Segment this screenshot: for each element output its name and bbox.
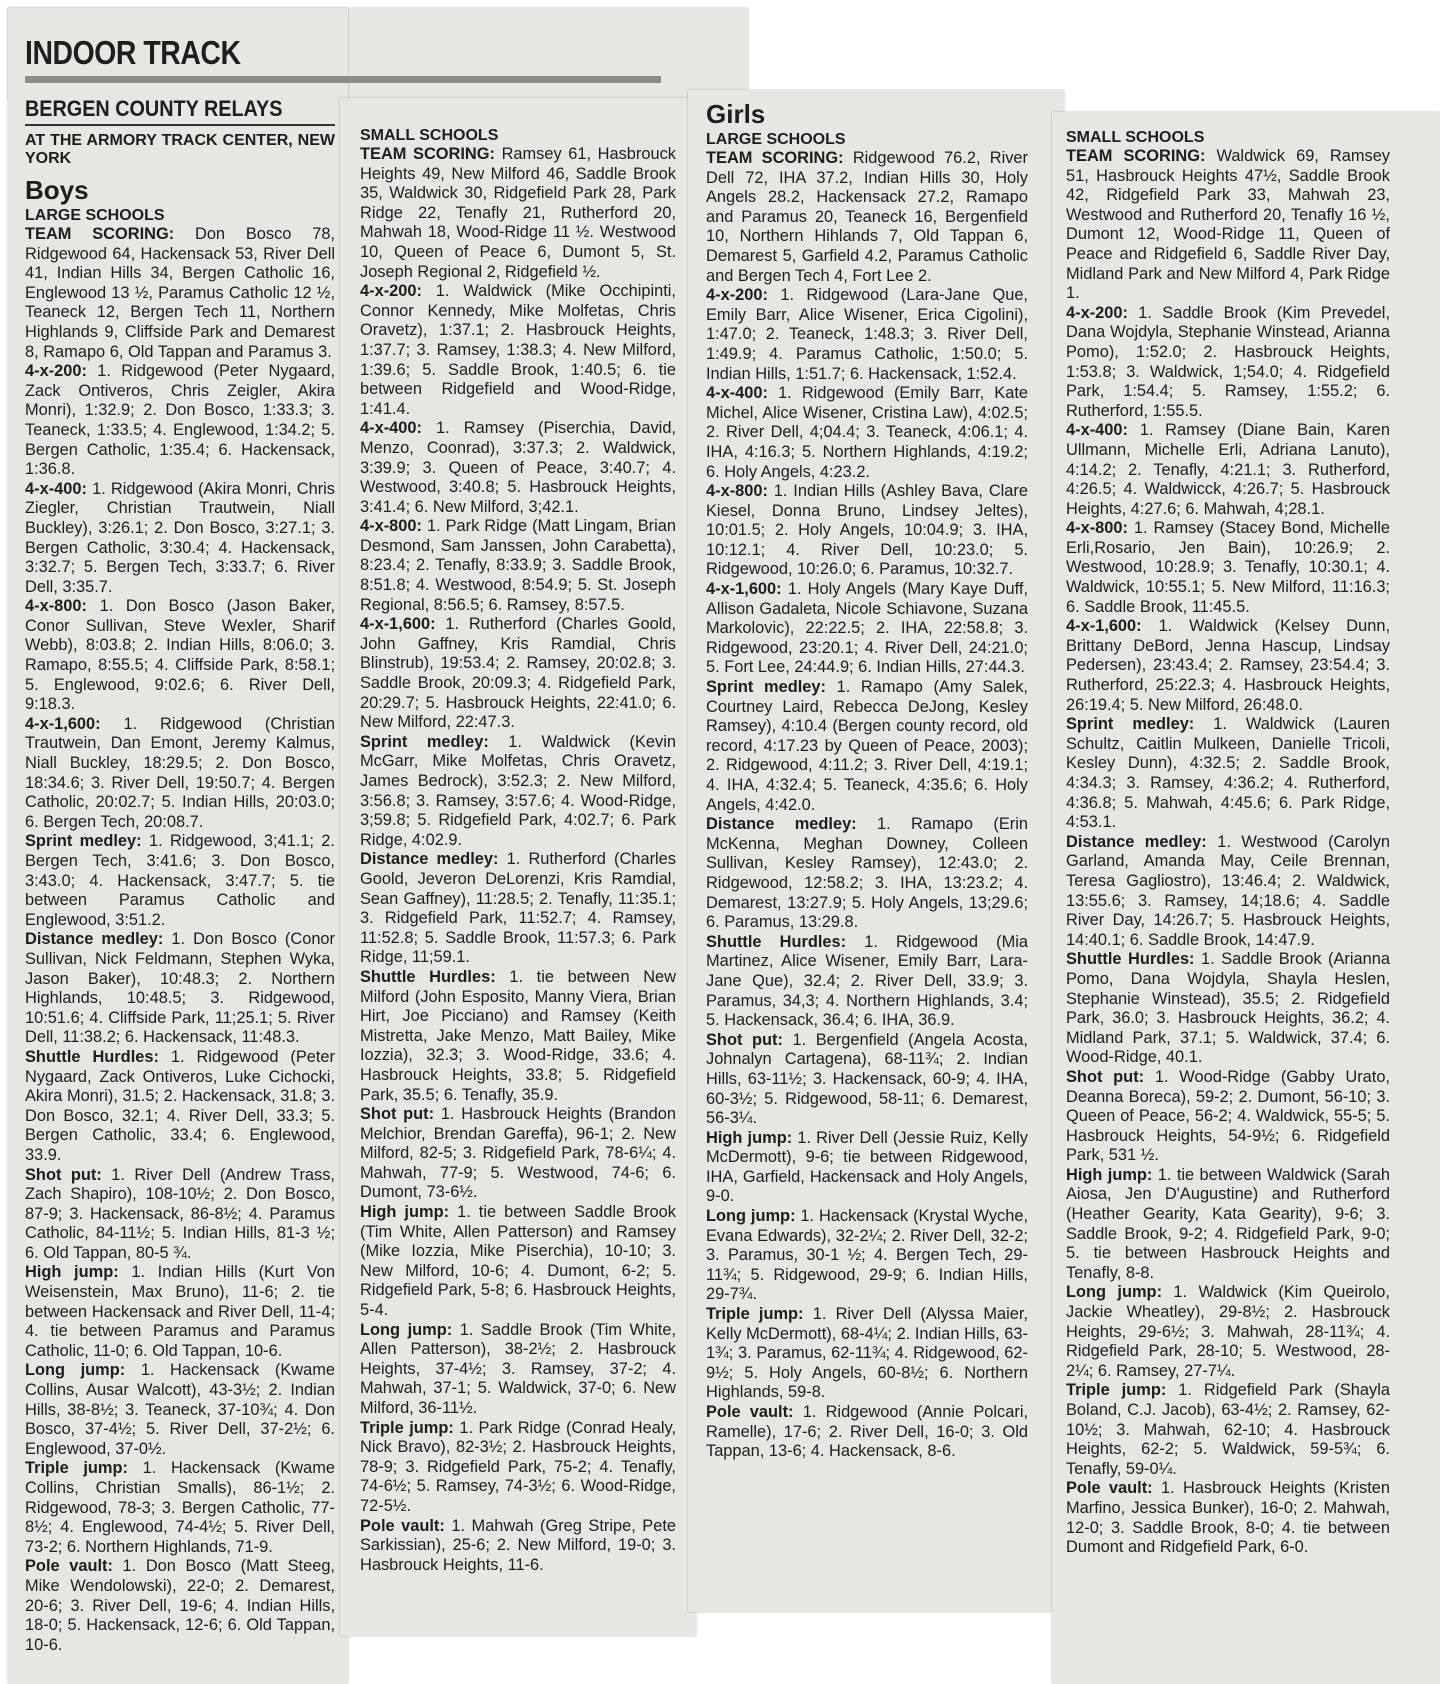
event-result <box>360 1517 676 1576</box>
event-text: 1. River Dell (Jessie Ruiz, Kelly McDermott), 9-6; tie between Ridgewood, IHA, Garfield, Hackensack and Holy Angels, 9-0. <box>706 1128 1028 1206</box>
event-label: 4-x-800: <box>706 482 768 501</box>
event-text: 1. Ridgewood (Mia Martinez, Alice Wisener, Emily Barr, Lara-Jane Que), 32.4; 2. River Dell, 33.9; 3. Paramus, 34,3; 4. Northern Highlands, 3.4; 5. Hackensack, 36.4; 6. IHA, 36.9. <box>706 932 1028 1030</box>
boys-heading: Boys <box>25 175 89 205</box>
event-label: High jump: <box>360 1203 450 1222</box>
event-result <box>1066 1166 1390 1284</box>
event-label: Shuttle Hurdles: <box>25 1047 159 1066</box>
event-result <box>360 517 676 615</box>
event-text: 1. Park Ridge (Matt Lingam, Brian Desmond, Sam Janssen, John Carabetta), 8:23.4; 2. Tenafly, 8:33.9; 3. Saddle Brook, 8:51.8; 4. Westwood, 8:54.9; 5. St. Joseph Regional, 8:56.5; 6. Ramsey, 8:57.5. <box>360 517 676 614</box>
meet-venue: AT THE ARMORY TRACK CENTER, NEW YORK <box>25 132 335 167</box>
event-result <box>25 1166 335 1264</box>
event-text: 1. Ridgewood (Peter Nygaard, Zack Ontiveros, Chris Zeigler, Akira Monri), 1:32.9; 2. Don Bosco, 1:33.3; 3. Teaneck, 1:33.5; 4. Englewood, 1:34.2; 5. Bergen Catholic, 1:35.4; 6. Hackensack, 1:36.8. <box>25 362 335 479</box>
event-result <box>1066 519 1390 617</box>
event-text: 1. Ridgewood (Akira Monri, Chris Ziegler, Christian Trautwein, Niall Buckley), 3:26.1; 2. Don Bosco, 3:27.1; 3. Bergen Catholic, 3:30.4; 4. Hackensack, 3:32.7; 5. Bergen Tech, 3:33.7; 6. River Dell, 3:35.7. <box>25 479 335 596</box>
event-label: Shot put: <box>1066 1067 1145 1086</box>
event-label: Long jump: <box>25 1361 126 1380</box>
event-text: 1. Wood-Ridge (Gabby Urato, Deanna Boreca), 59-2; 2. Dumont, 56-10; 3. Queen of Peace, 56-2; 4. Waldwick, 55-5; 5. Hasbrouck Heights, 54-9½; 6. Ridgefield Park, 531 ½. <box>1066 1067 1390 1165</box>
event-label: 4-x-800: <box>360 517 422 536</box>
event-label: Shuttle Hurdles: <box>360 967 496 986</box>
event-text: 1. Ridgewood (Christian Trautwein, Dan Emont, Jeremy Kalmus, Niall Buckley, 18:29.5; 2. Don Bosco, 18:34.6; 3. River Dell, 19:50.7; 4. Bergen Catholic, 20:02.7; 5. Indian Hills, 20:03.0; 6. Bergen Tech, 20:08.7. <box>25 714 335 831</box>
event-text: 1. Saddle Brook (Kim Prevedel, Dana Wojdyla, Stephanie Winstead, Arianna Pomo), 1:52.0; 2. Hasbrouck Heights, 1:53.8; 3. Waldwick, 1;54.0; 4. Ridgefield Park, 1:54.4; 5. Ramsey, 1:55.2; 6. Rutherford, 1:55.5. <box>1066 303 1390 420</box>
event-result <box>1066 833 1390 951</box>
event-text: 1. tie between Waldwick (Sarah Aiosa, Jen D'Augustine) and Rutherford (Heather Gearity, Kata Gearity), 9-6; 3. Saddle Brook, 9-2; 4. Ridgefield Park, 9-0; 5. tie between Hasbrouck Heights and Tenafly, 8-8. <box>1066 1165 1390 1282</box>
event-result <box>1066 715 1390 833</box>
event-text: 1. Bergenfield (Angela Acosta, Johnalyn Cartagena), 68-11¾; 2. Indian Hills, 63-11½; 3. Hackensack, 60-9; 4. IHA, 60-3½; 5. Ridgewood, 58-11; 6. Demarest, 56-3¼. <box>706 1030 1028 1128</box>
event-text: 1. Ridgewood (Lara-Jane Que, Emily Barr, Alice Wisener, Erica Cigolini), 1:47.0; 2. Teaneck, 1:48.3; 3. River Dell, 1:49.9; 4. Paramus Catholic, 1:50.0; 5. Indian Hills, 1:51.7; 6. Hackensack, 1:52.4. <box>706 286 1028 383</box>
event-result <box>1066 1479 1390 1557</box>
event-label: High jump: <box>706 1128 793 1147</box>
event-result <box>706 933 1028 1031</box>
event-text: 1. Ramapo (Erin McKenna, Meghan Downey, Colleen Sullivan, Kesley Ramsey), 12:43.0; 2. Ridgewood, 12:58.2; 3. IHA, 13:23.2; 4. Demarest, 13:27.9; 5. Holy Angels, 13;29.6; 6. Paramus, 13:29.8. <box>706 815 1028 932</box>
event-text: 1. Mahwah (Greg Stripe, Pete Sarkissian), 25-6; 2. New Milford, 19-0; 3. Hasbrouck Heights, 11-6. <box>360 1516 676 1574</box>
event-label: Shuttle Hurdles: <box>706 932 847 951</box>
event-result <box>25 715 335 833</box>
event-label: Pole vault: <box>1066 1479 1153 1498</box>
event-result <box>1066 617 1390 715</box>
event-result <box>360 968 676 1105</box>
event-label: Triple jump: <box>25 1459 128 1478</box>
event-label: Sprint medley: <box>360 732 489 751</box>
event-list <box>360 282 676 1575</box>
event-result <box>360 615 676 733</box>
event-label: High jump: <box>1066 1165 1153 1184</box>
event-label: Distance medley: <box>1066 832 1207 851</box>
event-label: Pole vault: <box>25 1557 113 1576</box>
event-result <box>1066 950 1390 1068</box>
section-rule <box>25 76 661 83</box>
section-title: INDOOR TRACK <box>25 34 241 71</box>
event-text: 1. Holy Angels (Mary Kaye Duff, Allison Gadaleta, Nicole Schiavone, Suzana Markolovic), 22:22.5; 2. IHA, 22:58.8; 3. Ridgewood, 23:20.1; 4. River Dell, 24:21.0; 5. Fort Lee, 24:44.9; 6. Indian Hills, 27:44.3. <box>706 580 1029 677</box>
event-result <box>706 1207 1028 1305</box>
event-label: Triple jump: <box>706 1305 804 1324</box>
event-text: 1. Saddle Brook (Tim White, Allen Patterson), 38-2½; 2. Hasbrouck Heights, 37-4½; 3. Ramsey, 37-2; 4. Mahwah, 37-1; 5. Waldwick, 37-0; 6. New Milford, 36-11½. <box>360 1320 676 1417</box>
event-result <box>1066 1068 1390 1166</box>
event-list <box>1066 304 1390 1558</box>
event-text: 1. Waldwick (Mike Occhipinti, Connor Kennedy, Mike Molfetas, Chris Oravetz), 1:37.1; 2. Hasbrouck Heights, 1:37.7; 3. Ramsey, 1:38.3; 4. New Milford, 1:39.6; 5. Saddle Brook, 1:40.5; 6. tie between Ridgefield and Wood-Ridge, 1:41.4. <box>360 282 676 418</box>
event-text: 1. Ridgefield Park (Shayla Boland, C.J. Jacob), 63-4½; 2. Ramsey, 62-10½; 3. Mahwah, 62-10; 4. Hasbrouck Heights, 62-2; 5. Waldwick, 59-5¾; 6. Tenafly, 59-0¼. <box>1066 1381 1390 1478</box>
event-label: Pole vault: <box>706 1403 794 1421</box>
event-label: Long jump: <box>706 1207 796 1226</box>
event-result <box>1066 1381 1390 1479</box>
event-text: 1. Hackensack (Kwame Collins, Ausar Walcott), 43-3½; 2. Indian Hills, 38-8½; 3. Teaneck, 37-10¾; 4. Don Bosco, 37-4½; 5. River Dell, 37-2½; 6. Englewood, 37-0½. <box>25 1361 336 1458</box>
meet-rule <box>25 124 335 126</box>
event-label: 4-x-200: <box>1066 303 1128 322</box>
event-result <box>706 384 1028 482</box>
event-text: 1. Rutherford (Charles Goold, Jeveron DeLorenzi, Kris Ramdial, Sean Gaffney), 11:28.5; 2. Tenafly, 11:35.1; 3. Ridgefield Park, 11:52.7; 4. Ramsey, 11:52.8; 5. Saddle Brook, 11:57.3; 6. Park Ridge, 11;59.1. <box>360 850 676 967</box>
event-label: Distance medley: <box>706 815 857 834</box>
event-result <box>1066 304 1390 422</box>
event-label: Shot put: <box>25 1165 102 1184</box>
event-text: 1. Waldwick (Lauren Schultz, Caitlin Mulkeen, Danielle Tricoli, Kesley Dunn), 4:32.5; 2. Saddle Brook, 4:34.3; 3. Ramsey, 4:36.2; 4. Rutherford, 4:36.8; 5. Mahwah, 4:45.6; 6. Park Ridge, 4:53.1. <box>1066 715 1390 832</box>
event-label: 4-x-400: <box>360 419 422 438</box>
event-text: 1. Indian Hills (Ashley Bava, Clare Kiesel, Donna Bruno, Lindsey Jeltes), 10:01.5; 2. Holy Angels, 10:04.9; 3. IHA, 10:12.1; 4. River Dell, 10:23.0; 5. Ridgewood, 10:26.0; 6. Paramus, 10:32.7. <box>706 482 1028 579</box>
event-label: 4-x-200: <box>706 286 768 305</box>
event-text: 1. Hackensack (Krystal Wyche, Evana Edwards), 32-2¼; 2. River Dell, 32-2; 3. Paramus, 30-1 ½; 4. Bergen Tech, 29-11¾; 5. Ridgewood, 29-9; 6. Indian Hills, 29-7¾. <box>706 1207 1028 1304</box>
event-result <box>706 1305 1028 1403</box>
meet-title: BERGEN COUNTY RELAYS <box>25 96 283 121</box>
event-text: 1. River Dell (Andrew Trass, Zach Shapiro), 108-10½; 2. Don Bosco, 87-9; 3. Hackensack, 86-8½; 4. Paramus Catholic, 84-11½; 5. Indian Hills, 81-3 ½; 6. Old Tappan, 80-5 ¾. <box>25 1165 335 1262</box>
event-result <box>25 480 335 598</box>
event-label: Sprint medley: <box>706 678 826 697</box>
event-result <box>706 580 1028 678</box>
event-result <box>25 832 335 930</box>
event-label: Distance medley: <box>360 850 499 869</box>
team-scoring: TEAM SCORING: Don Bosco 78, Ridgewood 64, Hackensack 53, River Dell 41, Indian Hills 34, Bergen Catholic 16, Englewood 13 ½, Paramus Catholic 12 ½, Teaneck 12, Bergen Tech 11, Northern Highlands 9, Cliffside Park and Demarest 8, Ramapo 6, Old Tappan and Paramus 3. <box>25 225 335 361</box>
event-result <box>1066 421 1390 519</box>
event-text: 1. Waldwick (Kim Queirolo, Jackie Wheatley), 29-8½; 2. Hasbrouck Heights, 29-6½; 3. Mahwah, 28-11¾; 4. Ridgefield Park, 28-10; 5. Westwood, 28-2¼; 6. Ramsey, 27-7¼. <box>1066 1283 1390 1380</box>
event-label: 4-x-1,600: <box>706 580 782 599</box>
event-result <box>25 1048 335 1166</box>
event-label: 4-x-400: <box>1066 421 1128 440</box>
event-label: Pole vault: <box>360 1516 445 1535</box>
girls-large-column <box>706 98 1028 1462</box>
division-label: SMALL SCHOOLS <box>360 127 499 144</box>
event-text: 1. Hackensack (Kwame Collins, Christian Smalls), 86-1½; 2. Ridgewood, 78-3; 3. Bergen Catholic, 77-8½; 4. Englewood, 74-4½; 5. River Dell, 73-2; 6. Northern Highlands, 71-9. <box>25 1459 335 1556</box>
event-label: 4-x-1,600: <box>1066 617 1142 636</box>
event-text: 1. Indian Hills (Kurt Von Weisenstein, Max Bruno), 11-6; 2. tie between Hackensack and River Dell, 11-4; 4. tie between Paramus and Paramus Catholic, 11-0; 6. Old Tappan, 10-6. <box>25 1263 335 1360</box>
event-text: 1. Waldwick (Kelsey Dunn, Brittany DeBord, Jenna Hascup, Lindsay Pedersen), 23:43.4; 2. Ramsey, 23:54.4; 3. Rutherford, 25:22.3; 4. Hasbrouck Heights, 26:19.4; 5. New Milford, 26:48.0. <box>1066 617 1391 714</box>
event-result <box>360 1419 676 1517</box>
event-label: 4-x-400: <box>706 384 768 403</box>
division-label: SMALL SCHOOLS <box>1066 129 1205 146</box>
event-text: 1. Ridgewood (Emily Barr, Kate Michel, Alice Wisener, Cristina Law), 4:02.5; 2. River Dell, 4;04.4; 3. Teaneck, 4:06.1; 4. IHA, 4:16.3; 5. Northern Highlands, 4:19.2; 6. Holy Angels, 4:23.2. <box>706 384 1028 481</box>
event-text: 1. tie between New Milford (John Esposito, Manny Viera, Brian Hirt, Joe Picciano) and Ramsey (Keith Mistretta, Jake Menzo, Matt Bailey, Mike Iozzia), 32.3; 3. Wood-Ridge, 33.6; 4. Hasbrouck Heights, 33.8; 5. Ridgefield Park, 35.5; 6. Tenafly, 35.9. <box>360 967 676 1104</box>
event-label: Distance medley: <box>25 930 164 949</box>
team-scoring: TEAM SCORING: Ramsey 61, Hasbrouck Heights 49, New Milford 46, Saddle Brook 35, Waldwick 30, Ridgefield Park 28, Park Ridge 22, Tenafly 21, Rutherford 20, Mahwah 18, Wood-Ridge 11 ½. Westwood 10, Queen of Peace 6, Dumont 5, St. Joseph Regional 2, Ridgefield ½. <box>360 145 676 281</box>
event-label: Long jump: <box>1066 1283 1163 1302</box>
event-result <box>706 482 1028 580</box>
event-result <box>706 1031 1028 1129</box>
event-list <box>25 362 335 1655</box>
event-text: 1. Don Bosco (Jason Baker, Conor Sullivan, Steve Wexler, Sharif Webb), 8:03.8; 2. Indian Hills, 8:06.0; 3. Ramapo, 8:55.5; 4. Cliffside Park, 8:58.1; 5. Englewood, 9:02.6; 6. River Dell, 9:18.3. <box>25 597 335 714</box>
event-result <box>25 1361 335 1459</box>
event-text: 1. River Dell (Alyssa Maier, Kelly McDermott), 68-4¼; 2. Indian Hills, 63-1¾; 3. Paramus, 62-11¾; 4. Ridgewood, 62-9½; 5. Holy Angels, 60-8½; 6. Northern Highlands, 59-8. <box>706 1305 1028 1402</box>
event-result <box>25 1263 335 1361</box>
event-text: 1. tie between Saddle Brook (Tim White, Allen Patterson) and Ramsey (Mike Iozzia, Mike Piserchia), 10-10; 3. New Milford, 10-6; 4. Dumont, 6-2; 5. Ridgefield Park, 5-8; 6. Hasbrouck Heights, 5-4. <box>360 1203 676 1320</box>
event-label: Sprint medley: <box>1066 715 1195 734</box>
event-result <box>1066 1283 1390 1381</box>
event-text: 1. Hasbrouck Heights (Kristen Marfino, Jessica Bunker), 16-0; 2. Mahwah, 12-0; 3. Saddle Brook, 8-0; 4. tie between Dumont and Ridgefield Park, 6-0. <box>1066 1479 1390 1557</box>
event-label: 4-x-1,600: <box>360 615 436 634</box>
boys-large-column <box>25 96 335 1655</box>
event-result <box>360 419 676 517</box>
event-label: 4-x-800: <box>25 597 87 616</box>
event-result <box>360 1203 676 1321</box>
event-result <box>706 815 1028 933</box>
event-text: 1. Park Ridge (Conrad Healy, Nick Bravo), 82-3½; 2. Hasbrouck Heights, 78-9; 3. Ridgefield Park, 75-2; 4. Tenafly, 74-6½; 5. Ramsey, 74-3½; 6. Wood-Ridge, 72-5½. <box>360 1418 676 1515</box>
event-label: Shot put: <box>360 1105 435 1124</box>
event-text: 1. Don Bosco (Conor Sullivan, Nick Feldmann, Stephen Wyka, Jason Baker), 10:48.3; 2. Northern Highlands, 10:48.5; 3. Ridgewood, 10:51.6; 4. Cliffside Park, 11;25.1; 5. River Dell, 11:38.2; 6. Hackensack, 11:48.3. <box>25 930 336 1047</box>
girls-heading: Girls <box>706 99 766 129</box>
event-label: 4-x-800: <box>1066 519 1128 538</box>
event-text: 1. Ramsey (Stacey Bond, Michelle Erli,Rosario, Jen Bain), 10:26.9; 2. Westwood, 10:28.9; 3. Tenafly, 10:30.1; 4. Waldwick, 10:55.1; 5. New Milford, 11:16.3; 6. Saddle Brook, 11:45.5. <box>1066 519 1390 616</box>
event-label: Triple jump: <box>360 1418 454 1437</box>
event-label: Sprint medley: <box>25 832 142 851</box>
event-text: 1. Ramsey (Diane Bain, Karen Ullmann, Michelle Erli, Adriana Lanuto), 4:14.2; 2. Tenafly, 4:21.1; 3. Rutherford, 4:26.5; 4. Waldwicck, 4:26.7; 5. Hasbrouck Heights, 4:27.6; 6. Mahwah, 4;28.1. <box>1066 421 1390 518</box>
event-text: 1. Ramapo (Amy Salek, Courtney Laird, Rebecca DeJong, Kesley Ramsey), 4:10.4 (Bergen county record, old record, 4:17.23 by Queen of Peace, 2003); 2. Ridgewood, 4:11.2; 3. River Dell, 4:19.1; 4. IHA, 4:32.4; 5. Teaneck, 4:35.6; 6. Holy Angels, 4:42.0. <box>706 678 1028 814</box>
division-label: LARGE SCHOOLS <box>25 207 165 224</box>
boys-small-column <box>360 126 676 1575</box>
event-result <box>360 282 676 419</box>
event-text: 1. Rutherford (Charles Goold, John Gaffney, Kris Ramdial, Chris Blinstrub), 19:53.4; 2. Ramsey, 20:02.8; 3. Saddle Brook, 20:09.3; 4. Ridgefield Park, 20:29.7; 5. Hasbrouck Heights, 22:41.0; 6. New Milford, 22:47.3. <box>360 615 676 732</box>
event-label: 4-x-1,600: <box>25 714 101 733</box>
event-label: Shot put: <box>706 1030 783 1049</box>
event-text: 1. Hasbrouck Heights (Brandon Melchior, Brendan Gareffa), 96-1; 2. New Milford, 82-5; 3. Ridgefield Park, 78-6¼; 4. Mahwah, 77-9; 5. Westwood, 74-6; 6. Dumont, 73-6½. <box>360 1105 676 1202</box>
event-list <box>706 286 1028 1462</box>
team-scoring: TEAM SCORING: Waldwick 69, Ramsey 51, Hasbrouck Heights 47½, Saddle Brook 42, Ridgefield Park 33, Mahwah 23, Westwood and Rutherford 20, Tenafly 16 ½, Dumont 12, Wood-Ridge 11, Queen of Peace and Ridgefield 6, Saddle River Day, Midland Park and New Milford 4, Park Ridge 1. <box>1066 147 1390 303</box>
event-label: High jump: <box>25 1263 119 1282</box>
event-result <box>25 1459 335 1557</box>
event-text: 1. Saddle Brook (Arianna Pomo, Dana Wojdyla, Shayla Heslen, Stephanie Winstead), 35.5; 2. Ridgefield Park, 36.0; 3. Hasbrouck Heights, 36.2; 4. Midland Park, 37.1; 5. Waldwick, 37.4; 6. Wood-Ridge, 40.1. <box>1066 950 1390 1067</box>
event-text: 1. Ramsey (Piserchia, David, Menzo, Coonrad), 3:37.3; 2. Waldwick, 3:39.9; 3. Queen of Peace, 3:40.7; 4. Westwood, 3:40.8; 5. Hasbrouck Heights, 3:41.4; 6. New Milford, 3;42.1. <box>360 419 676 516</box>
event-result <box>25 1557 335 1655</box>
event-result <box>25 930 335 1048</box>
event-result <box>360 850 676 968</box>
event-label: Long jump: <box>360 1320 453 1339</box>
team-scoring: TEAM SCORING: Ridgewood 76.2, River Dell 72, IHA 37.2, Indian Hills 30, Holy Angels 28.2, Hackensack 27.2, Ramapo and Paramus 20, Teaneck 16, Bergenfield 10, Northern Hihlands 7, Old Tappan 6, Demarest 5, Garfield 4.2, Paramus Catholic and Bergen Tech 4, Fort Lee 2. <box>706 149 1028 285</box>
event-text: 1. Waldwick (Kevin McGarr, Mike Molfetas, Chris Oravetz, James Bedrock), 3:52.3; 2. New Milford, 3:56.8; 3. Ramsey, 3:57.6; 4. Wood-Ridge, 3;59.8; 5. Ridgefield Park, 4:02.7; 6. Park Ridge, 4:02.9. <box>360 732 676 849</box>
event-text: 1. Ridgewood (Annie Polcari, Ramelle), 17-6; 2. River Dell, 16-0; 3. Old Tappan, 13-6; 4. Hackensack, 8-6. <box>706 1403 1029 1461</box>
girls-small-column <box>1066 128 1390 1558</box>
event-result <box>360 1321 676 1419</box>
event-result <box>706 1129 1028 1207</box>
event-text: 1. Ridgewood, 3;41.1; 2. Bergen Tech, 3:41.6; 3. Don Bosco, 3:43.0; 4. Hackensack, 3:47.7; 5. tie between Paramus Catholic and Englewood, 3:51.2. <box>25 832 335 929</box>
event-label: 4-x-200: <box>360 282 422 301</box>
event-result <box>706 678 1028 815</box>
event-result <box>360 733 676 851</box>
event-label: Triple jump: <box>1066 1381 1167 1400</box>
event-text: 1. Ridgewood (Peter Nygaard, Zack Ontiveros, Luke Cichocki, Akira Monri), 31.5; 2. Hackensack, 31.8; 3. Don Bosco, 32.1; 4. River Dell, 33.3; 5. Bergen Catholic, 33.4; 6. Englewood, 33.9. <box>25 1047 335 1164</box>
event-text: 1. Don Bosco (Matt Steeg, Mike Wendolowski), 22-0; 2. Demarest, 20-6; 3. River Dell, 19-6; 4. Indian Hills, 18-0; 5. Hackensack, 12-6; 6. Old Tappan, 10-6. <box>25 1557 335 1654</box>
event-label: 4-x-200: <box>25 362 87 381</box>
event-label: 4-x-400: <box>25 479 87 498</box>
event-result <box>360 1105 676 1203</box>
division-label: LARGE SCHOOLS <box>706 131 846 148</box>
event-label: Shuttle Hurdles: <box>1066 950 1195 969</box>
event-result <box>706 286 1028 384</box>
event-result <box>25 362 335 480</box>
event-text: 1. Westwood (Carolyn Garland, Amanda May, Ceile Brennan, Teresa Gagliostro), 13:46.4; 2. Waldwick, 13:55.6; 3. Ramsey, 14;18.6; 4. Saddle River Day, 14:26.7; 5. Hasbrouck Heights, 14:40.1; 6. Saddle Brook, 14:47.9. <box>1066 832 1391 949</box>
event-result <box>25 597 335 715</box>
event-result <box>706 1403 1028 1462</box>
